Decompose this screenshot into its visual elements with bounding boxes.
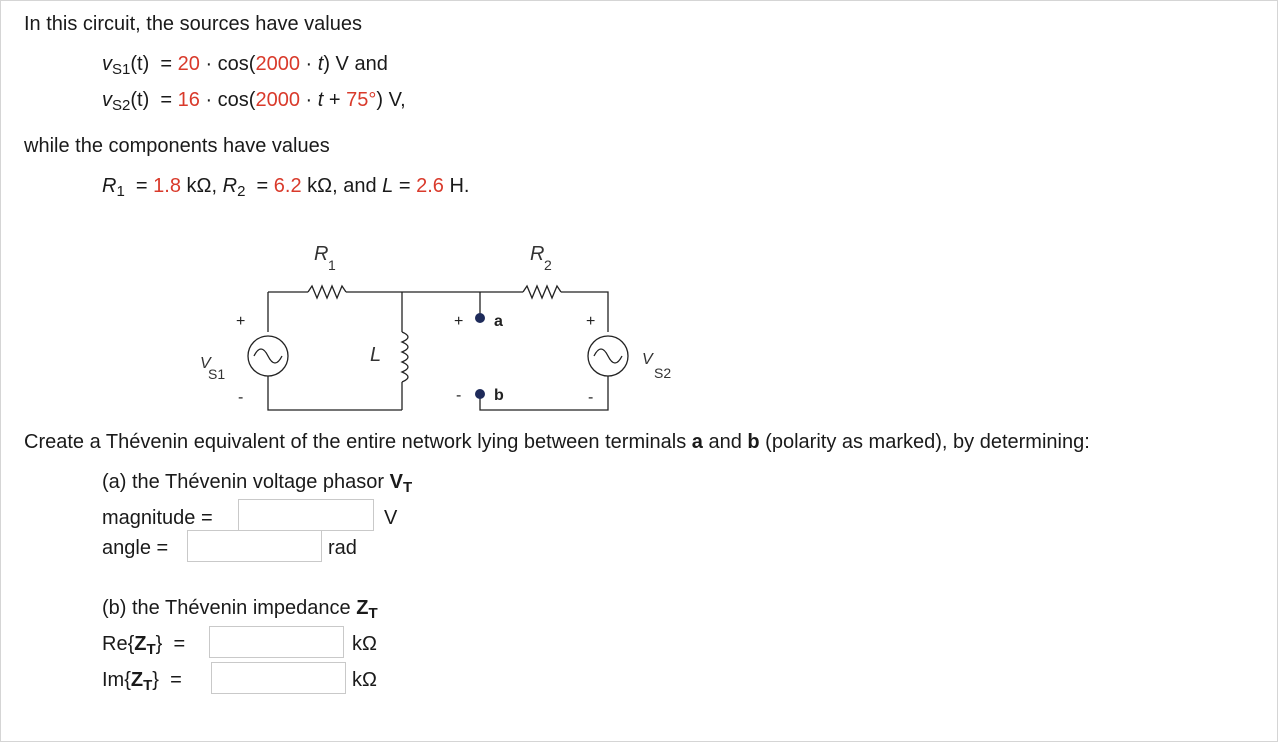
r2-resistor [523, 286, 561, 298]
angle-input[interactable] [187, 530, 322, 562]
r1-value: 1.8 [153, 175, 181, 197]
vs1-minus: - [238, 389, 244, 406]
vs1-amplitude: 20 [177, 53, 200, 75]
im-zt-label: $Im\{Z_T\}$ = [102, 669, 182, 694]
components-intro: while the components have values [24, 135, 330, 157]
vs2-label-sub: S2 [654, 365, 672, 381]
vs2-plus: + [586, 313, 596, 330]
wire-top-left [268, 292, 308, 332]
r1-resistor [308, 286, 346, 298]
vs1-label-sub: S1 [208, 366, 226, 382]
vs2-phase: 75° [346, 89, 377, 111]
components-values: $R_1 = 1.8$ kΩ, $R_2 = 6.2$ kΩ, and L = 2.6 H. [102, 175, 470, 200]
l-value: 2.6 [416, 175, 444, 197]
task-text: Create a Thévenin equivalent of the entire network lying between terminals a and b (polarity as marked), by determining: [24, 431, 1090, 453]
im-zt-input[interactable] [211, 662, 346, 694]
vs2-amplitude: 16 [177, 89, 200, 111]
terminal-a-label: a [494, 313, 503, 330]
vs1-omega: 2000 [255, 53, 300, 75]
vs2-omega: 2000 [255, 89, 300, 111]
terminal-a [475, 313, 485, 323]
intro-text: In this circuit, the sources have values [24, 13, 362, 35]
angle-label: angle = [102, 537, 169, 559]
r2-label-sub: 2 [544, 257, 552, 273]
vs2-minus: - [588, 389, 594, 406]
r1-label: R [314, 243, 329, 265]
vs2-sine [594, 349, 622, 363]
inductor-label: L [370, 344, 382, 366]
magnitude-label: magnitude = [102, 507, 213, 529]
r1-label-sub: 1 [328, 257, 336, 273]
magnitude-unit: V [384, 507, 398, 529]
vs2-equation: $v_{S2}(t) = 16 \cdot \cos(2000 \cdot t + 75^\circ)$ V, [102, 89, 406, 114]
re-zt-unit: kΩ [352, 633, 377, 655]
vs2-label: V [642, 351, 653, 368]
vs1-symbol: $v_{S1}(t)$ [102, 53, 150, 78]
terminal-b-minus: - [456, 387, 462, 404]
im-zt-unit: kΩ [352, 669, 377, 691]
wire-bottom-left [268, 376, 402, 410]
part-b-title: (b) the Thévenin impedance $Z_T$ [102, 597, 378, 622]
vs1-equation: $v_{S1}(t) = 20 \cdot \cos(2000 \cdot t)$ V and [102, 53, 388, 78]
vs1-label: V [200, 355, 211, 372]
vs1-sine [254, 349, 282, 363]
r2-value: 6.2 [273, 175, 302, 197]
terminal-b-label: b [494, 387, 504, 404]
vs2-symbol: $v_{S2}(t)$ [102, 89, 150, 114]
terminal-b [475, 389, 485, 399]
re-zt-label: $Re\{Z_T\}$ = [102, 633, 186, 658]
magnitude-input[interactable] [238, 499, 374, 531]
terminal-a-plus: + [454, 313, 464, 330]
wire-top-right [561, 292, 608, 332]
part-a-title: (a) the Thévenin voltage phasor $V_T$ [102, 471, 413, 496]
re-zt-input[interactable] [209, 626, 344, 658]
inductor [402, 332, 408, 382]
angle-unit: rad [328, 537, 357, 559]
circuit-diagram [180, 228, 700, 424]
vs1-plus: + [236, 313, 246, 330]
r2-label: R [530, 243, 545, 265]
